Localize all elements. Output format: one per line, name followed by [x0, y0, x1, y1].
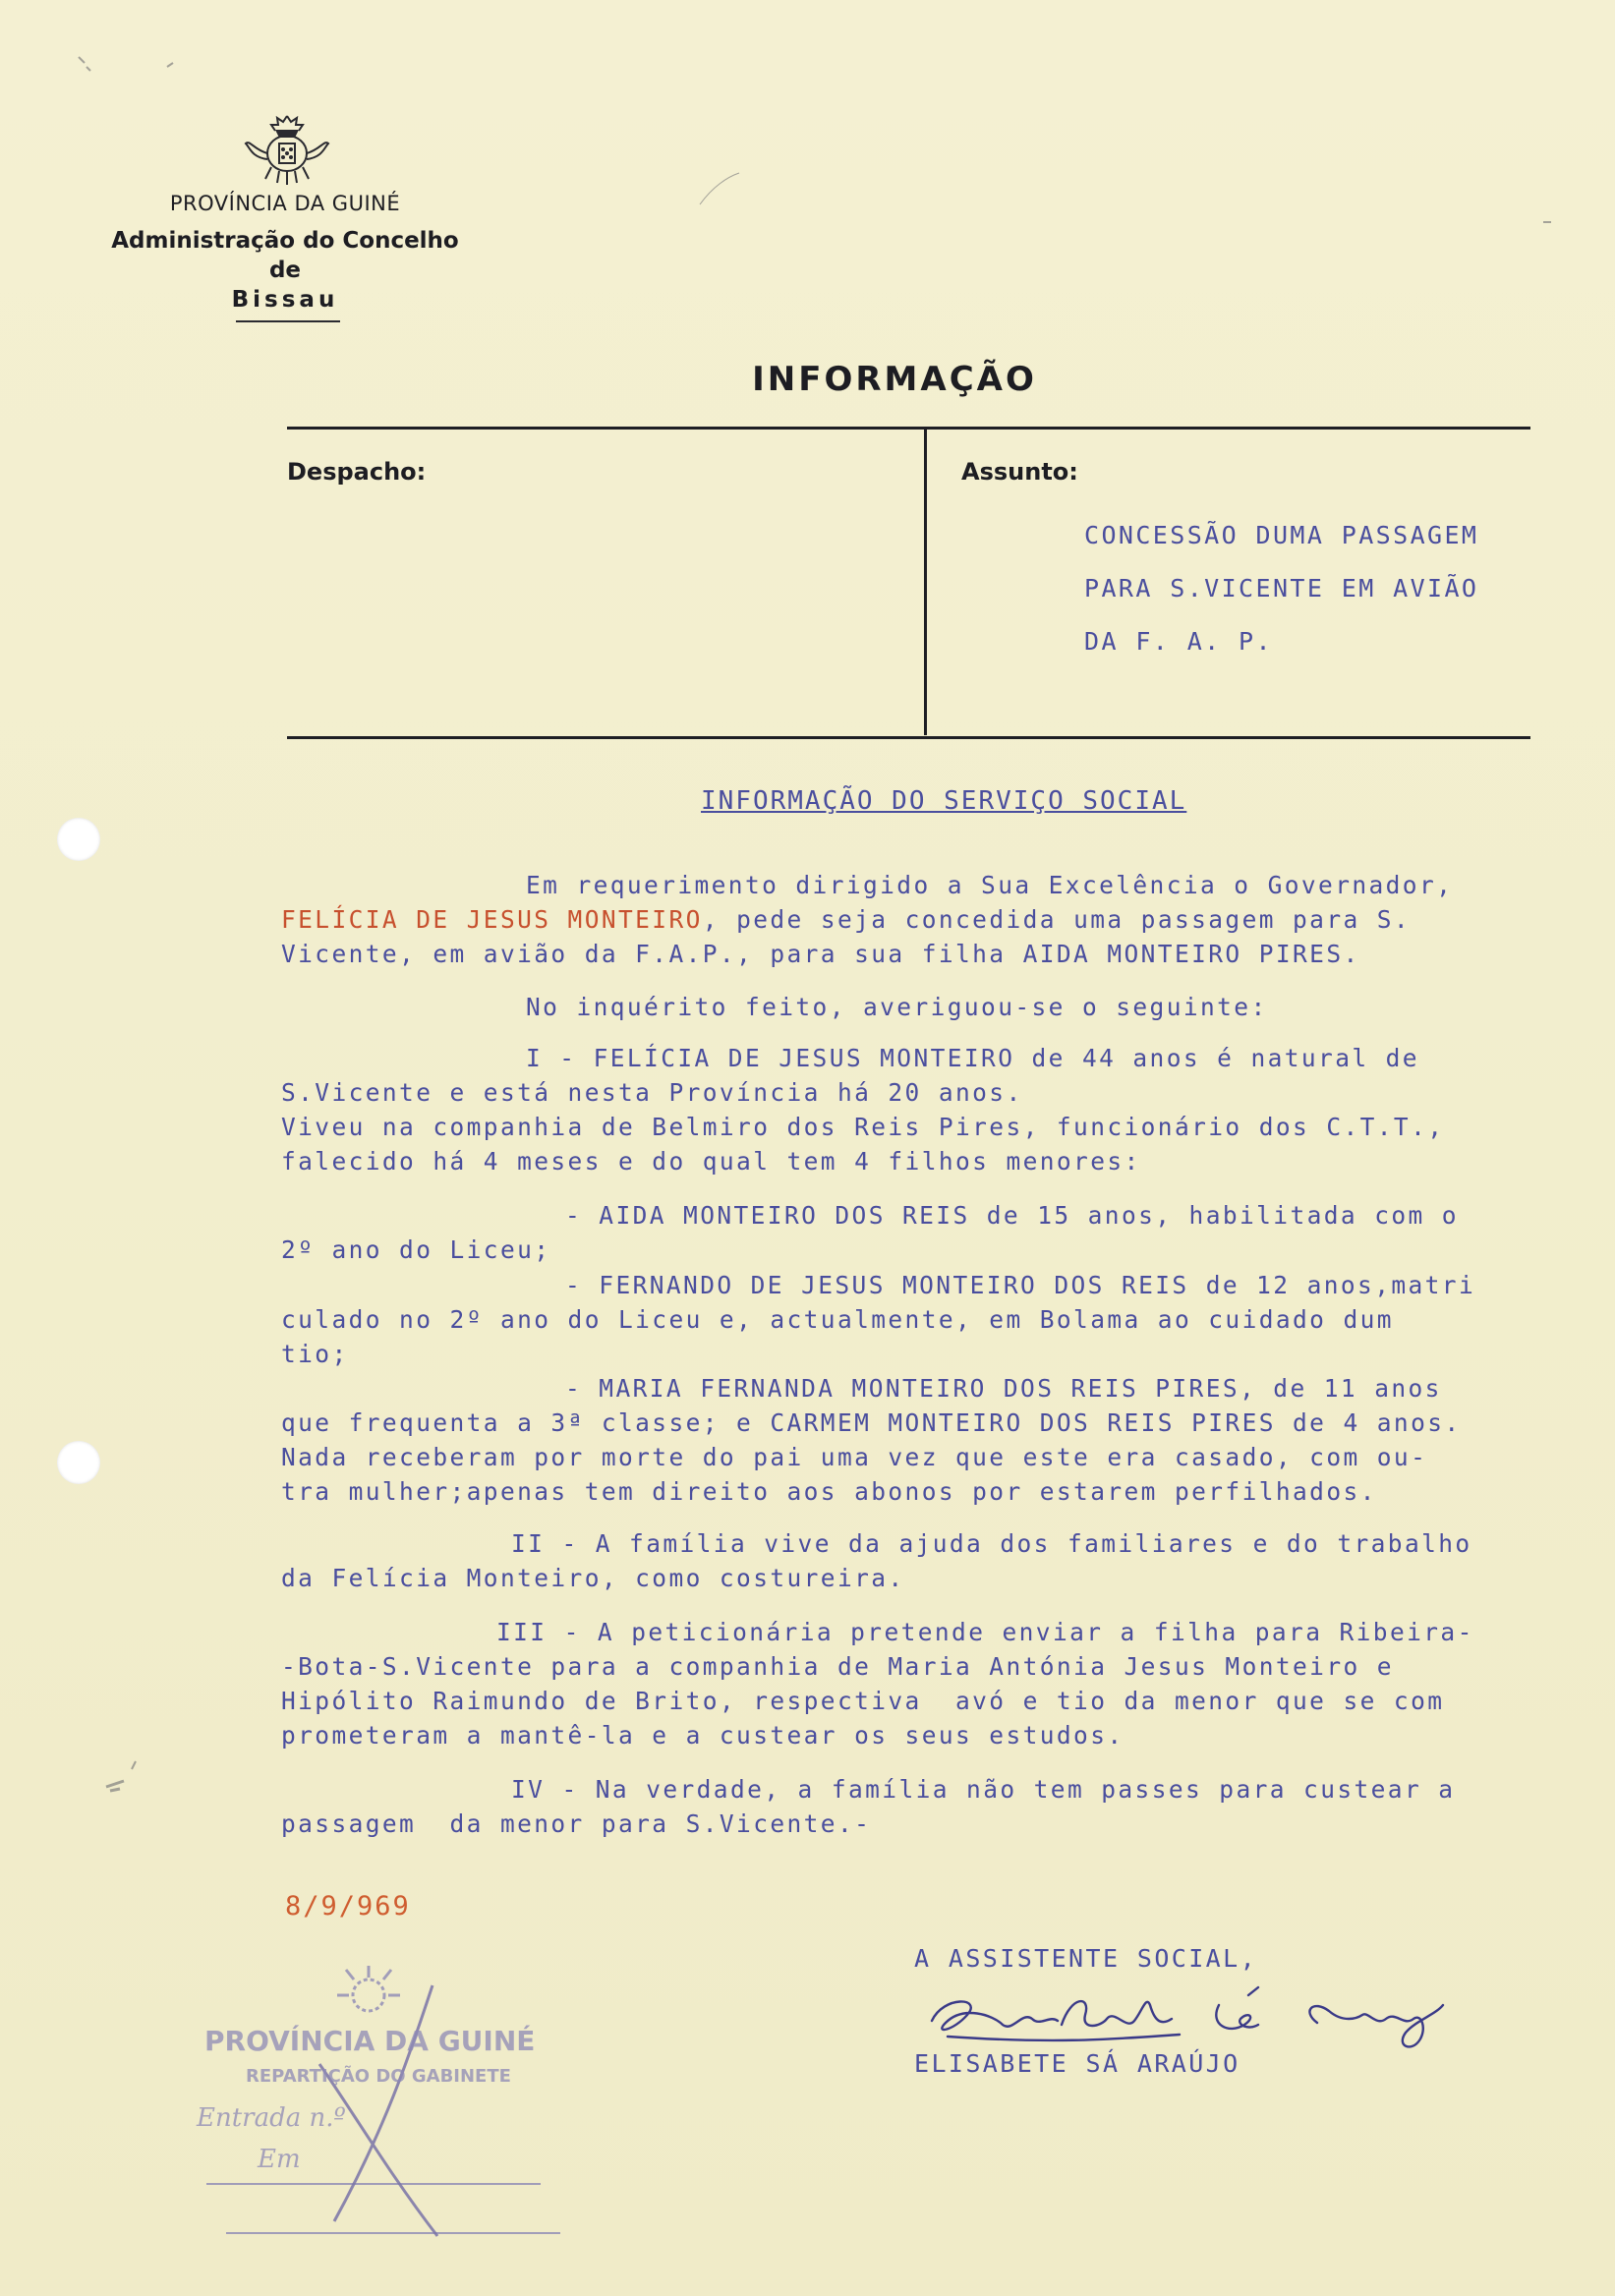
body-line: prometeram a mantê-la e a custear os seus estudos. — [281, 1721, 1125, 1750]
despacho-label: Despacho: — [287, 458, 427, 486]
header-underline — [236, 320, 340, 322]
body-line: -Bota-S.Vicente para a companhia de Maria Antónia Jesus Monteiro e — [281, 1652, 1394, 1681]
assunto-line: PARA S.VICENTE EM AVIÃO — [1084, 574, 1479, 603]
stamp-line: REPARTIÇÃO DO GABINETE — [246, 2066, 511, 2087]
assunto-line: DA F. A. P. — [1084, 627, 1273, 656]
body-line: - MARIA FERNANDA MONTEIRO DOS REIS PIRES, de 11 anos — [565, 1374, 1442, 1403]
body-line — [281, 905, 1411, 934]
body-line: I - FELÍCIA DE JESUS MONTEIRO de 44 anos é natural de — [526, 1044, 1419, 1072]
header-administration: Administração do Concelho — [111, 228, 459, 254]
body-line: Viveu na companhia de Belmiro dos Reis Pires, funcionário dos C.T.T., — [281, 1113, 1445, 1141]
assunto-label: Assunto: — [961, 458, 1078, 486]
header-province: PROVÍNCIA DA GUINÉ — [169, 192, 401, 215]
body-line: - AIDA MONTEIRO DOS REIS de 15 anos, habilitada com o — [565, 1201, 1459, 1230]
header-city: Bissau — [231, 287, 339, 313]
section-title: INFORMAÇÃO DO SERVIÇO SOCIAL — [701, 786, 1187, 816]
body-line: Hipólito Raimundo de Brito, respectiva avó e tio da menor que se com — [281, 1687, 1445, 1715]
form-bottom-rule — [287, 736, 1530, 739]
body-line: 2º ano do Liceu; — [281, 1235, 551, 1264]
body-line: tra mulher;apenas tem direito aos abonos por estarem perfilhados. — [281, 1477, 1377, 1506]
signature-label: A ASSISTENTE SOCIAL, — [914, 1944, 1258, 1973]
stamp-line: Entrada n.º — [197, 2103, 346, 2133]
body-line: Nada receberam por morte do pai uma vez que este era casado, com ou- — [281, 1443, 1428, 1471]
body-line: II - A família vive da ajuda dos familiares e do trabalho — [511, 1529, 1472, 1558]
punch-hole — [57, 818, 100, 861]
body-line: que frequenta a 3ª classe; e CARMEM MONTEIRO DOS REIS PIRES de 4 anos. — [281, 1408, 1462, 1437]
body-line: Vicente, em avião da F.A.P., para sua filha AIDA MONTEIRO PIRES. — [281, 940, 1360, 968]
header-de: de — [268, 258, 302, 283]
document-date: 8/9/969 — [285, 1891, 411, 1922]
petitioner-name: FELÍCIA DE JESUS MONTEIRO — [281, 905, 703, 934]
body-line: IV - Na verdade, a família não tem passes para custear a — [511, 1775, 1456, 1804]
signatory-name: ELISABETE SÁ ARAÚJO — [914, 2049, 1240, 2078]
body-line: Em requerimento dirigido a Sua Excelência o Governador, — [526, 871, 1454, 899]
assunto-line: CONCESSÃO DUMA PASSAGEM — [1084, 521, 1479, 549]
form-top-rule — [287, 427, 1530, 430]
stamp-line: Em — [258, 2145, 301, 2174]
stamp-line: PROVÍNCIA DA GUINÉ — [204, 2025, 536, 2057]
form-divider — [924, 429, 927, 735]
body-line: tio; — [281, 1340, 349, 1368]
coat-of-arms-icon — [240, 110, 334, 189]
body-line: No inquérito feito, averiguou-se o seguinte: — [526, 993, 1268, 1021]
body-line: culado no 2º ano do Liceu e, actualmente, em Bolama ao cuidado dum — [281, 1305, 1394, 1334]
body-line: - FERNANDO DE JESUS MONTEIRO DOS REIS de 12 anos,matri — [565, 1271, 1476, 1299]
document-title: INFORMAÇÃO — [752, 360, 1037, 399]
body-line: passagem da menor para S.Vicente.- — [281, 1809, 872, 1838]
punch-hole — [57, 1441, 100, 1484]
handwritten-signature — [924, 1976, 1514, 2054]
body-line: III - A peticionária pretende enviar a filha para Ribeira- — [496, 1618, 1474, 1646]
body-line: S.Vicente e está nesta Província há 20 anos. — [281, 1078, 1023, 1107]
body-line: falecido há 4 meses e do qual tem 4 filhos menores: — [281, 1147, 1141, 1176]
body-line: da Felícia Monteiro, como costureira. — [281, 1564, 905, 1592]
body-line-rest: , pede seja concedida uma passagem para S. — [702, 905, 1412, 934]
